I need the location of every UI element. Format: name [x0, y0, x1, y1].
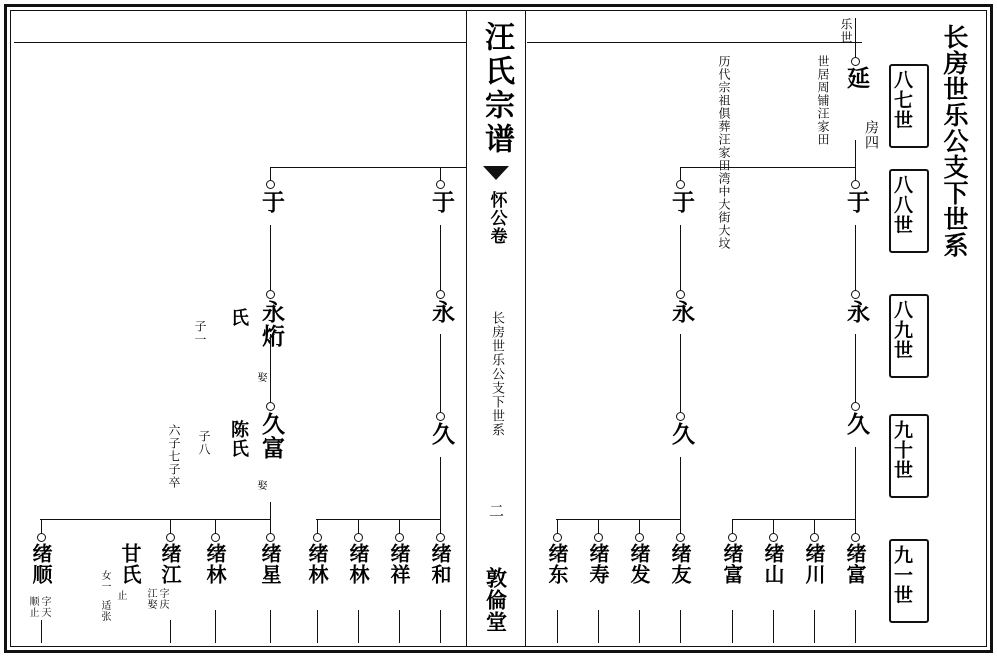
- stub-l6: [215, 610, 216, 643]
- line-left-gen91-r3: [358, 519, 359, 534]
- line-left-gen89-l-up: [270, 225, 271, 291]
- person-gen91-xufu[interactable]: 绪富: [720, 543, 744, 585]
- gen87-top-note: 乐世: [839, 18, 853, 44]
- stub-r7: [598, 610, 599, 643]
- node-left-gen89-yonghuang[interactable]: [266, 290, 275, 299]
- person-left-gen89-yonghuang[interactable]: 永烆: [258, 300, 285, 348]
- person-gen91-xufa[interactable]: 绪发: [627, 543, 651, 585]
- line-left-gen91-r4: [317, 519, 318, 534]
- node-left-gen88-yu-right[interactable]: [436, 180, 445, 189]
- book-title: 汪氏宗谱: [479, 21, 514, 157]
- node-gen91-xulin-c[interactable]: [211, 533, 220, 542]
- left-top-rule: [14, 42, 466, 43]
- line-yan-down: [855, 140, 856, 167]
- line-gen91-l3: [598, 519, 599, 534]
- stub-r2: [814, 610, 815, 643]
- line-gen87-up: [855, 18, 856, 58]
- line-gen90-r-up: [855, 334, 856, 402]
- gen90-marry-mark: 娶: [255, 480, 266, 491]
- gen91-xujiang-note-1: 江娶: [145, 588, 156, 610]
- person-gen91-xuhe[interactable]: 绪和: [428, 543, 452, 585]
- person-gen91-xujiang[interactable]: 绪江: [158, 543, 182, 585]
- gen89-children-note: 子一: [193, 320, 207, 346]
- line-left-gen91-l-down: [270, 502, 271, 519]
- line-gen91-r1: [855, 519, 856, 534]
- node-gen89-yong-left[interactable]: [676, 290, 685, 299]
- person-gen91-xushou[interactable]: 绪寿: [586, 543, 610, 585]
- line-gen89-l-up: [680, 225, 681, 291]
- person-left-gen88-yu-right[interactable]: 于: [428, 190, 455, 214]
- node-gen91-xuxiang[interactable]: [395, 533, 404, 542]
- line-gen91-l4: [557, 519, 558, 534]
- gen91-ganshi-note-2: 女一: [99, 570, 110, 592]
- line-gen91-r4: [732, 519, 733, 534]
- generation-badge-88[interactable]: 八八世: [889, 169, 929, 253]
- person-gen88-yu-right[interactable]: 于: [843, 190, 870, 214]
- gen91-xushun-note-2: 字天: [39, 596, 50, 618]
- line-left-gen90-l-up: [270, 334, 271, 402]
- gen89-marry-mark: 娶: [255, 372, 266, 383]
- stub-l4: [317, 610, 318, 643]
- gen87-side-note: 房四: [863, 120, 879, 150]
- node-gen87-yan[interactable]: [851, 57, 860, 66]
- line-gen91-l-bar: [556, 519, 681, 520]
- person-gen91-xuxiang[interactable]: 绪祥: [387, 543, 411, 585]
- generation-badge-90[interactable]: 九十世: [889, 414, 929, 498]
- stub-l1: [440, 610, 441, 643]
- stub-r5: [680, 610, 681, 643]
- node-left-gen90-jiufu[interactable]: [266, 402, 275, 411]
- node-gen91-xushan[interactable]: [769, 533, 778, 542]
- generation-badge-column: [889, 14, 931, 643]
- person-gen91-xudong[interactable]: 绪东: [545, 543, 569, 585]
- gen91-xushun-note-1: 顺止: [27, 596, 38, 618]
- line-left-gen91-l3: [170, 519, 171, 534]
- person-gen91-xulin-c[interactable]: 绪林: [203, 543, 227, 585]
- line-gen91-r3: [773, 519, 774, 534]
- line-gen88-branch: [680, 167, 856, 168]
- gen91-ganshi-note-1: 止: [115, 590, 126, 601]
- gen89-spouse-surname: 氏: [228, 308, 249, 327]
- node-gen91-xufu[interactable]: [728, 533, 737, 542]
- line-gen91-l1: [680, 519, 681, 534]
- line-left-gen91-l-bar: [40, 519, 271, 520]
- person-gen88-yu-left[interactable]: 于: [668, 190, 695, 214]
- person-gen91-xushan[interactable]: 绪山: [761, 543, 785, 585]
- node-gen91-xudong[interactable]: [553, 533, 562, 542]
- node-gen90-jiu-right[interactable]: [851, 402, 860, 411]
- line-left-gen91-r-down: [440, 457, 441, 519]
- line-gen91-l2: [639, 519, 640, 534]
- node-gen91-xushou[interactable]: [594, 533, 603, 542]
- node-gen89-yong-right[interactable]: [851, 290, 860, 299]
- node-gen91-xujiang[interactable]: [166, 533, 175, 542]
- node-gen91-xuchuan[interactable]: [810, 533, 819, 542]
- node-gen88-yu-left[interactable]: [676, 180, 685, 189]
- node-left-gen89-yong-right[interactable]: [436, 290, 445, 299]
- page-title: 长房世乐公支下世系: [940, 24, 969, 258]
- line-left-gen91-r-bar: [316, 519, 441, 520]
- gen91-ganshi-note-3: 适张: [99, 600, 110, 622]
- node-left-gen90-jiu-right[interactable]: [436, 412, 445, 421]
- line-left-gen91-r1: [440, 519, 441, 534]
- node-gen88-yu-right[interactable]: [851, 180, 860, 189]
- line-left-gen91-l5: [41, 519, 42, 534]
- node-gen91-xufa[interactable]: [635, 533, 644, 542]
- page-number: 二: [487, 503, 505, 519]
- generation-badge-87[interactable]: 八七世: [889, 64, 929, 148]
- stub-r1: [855, 610, 856, 643]
- stub-l5: [270, 610, 271, 643]
- gen91-xujiang-note-2: 字庆: [157, 588, 168, 610]
- right-top-rule: [527, 42, 862, 43]
- person-gen89-yong-right[interactable]: 永: [843, 300, 870, 324]
- person-left-gen88-yu-left[interactable]: 于: [258, 190, 285, 214]
- node-left-gen88-yu-left[interactable]: [266, 180, 275, 189]
- person-gen90-jiu-right[interactable]: 久: [843, 412, 870, 436]
- person-gen91-xuchuan[interactable]: 绪川: [802, 543, 826, 585]
- line-left-gen91-l2: [215, 519, 216, 534]
- node-gen91-xulin-b[interactable]: [313, 533, 322, 542]
- gen87-annotation-1: 世居周铺汪家田: [816, 55, 830, 146]
- person-gen91-xuxing[interactable]: 绪星: [258, 543, 282, 585]
- person-left-gen90-jiufu[interactable]: 久富: [258, 412, 285, 460]
- line-gen91-r2: [814, 519, 815, 534]
- gen90-spouse-surname: 陈氏: [228, 420, 249, 458]
- generation-badge-89[interactable]: 八九世: [889, 294, 929, 378]
- triangle-marker-icon: [483, 166, 509, 180]
- stub-l3: [358, 610, 359, 643]
- stub-r6: [639, 610, 640, 643]
- stub-l8: [41, 620, 42, 643]
- hall-name: 敦倫堂: [483, 567, 509, 633]
- line-left-gen88-r-up: [440, 167, 441, 181]
- line-left-gen91-l1: [270, 519, 271, 534]
- node-gen91-xuhe[interactable]: [436, 533, 445, 542]
- gen87-annotation-2: 历代宗祖俱葬汪家田湾中大街大坟: [717, 55, 731, 250]
- line-left-gen88-l-up: [270, 167, 271, 181]
- line-gen88-l-up: [680, 167, 681, 181]
- line-gen89-r-up: [855, 225, 856, 291]
- person-left-gen89-yong-right[interactable]: 永: [428, 300, 455, 324]
- volume-label: 怀公卷: [486, 191, 507, 245]
- stub-l7: [170, 620, 171, 643]
- line-gen91-r-down: [855, 447, 856, 519]
- stub-r3: [773, 610, 774, 643]
- line-left-gen91-r2: [399, 519, 400, 534]
- line-gen91-r-bar: [732, 519, 856, 520]
- node-gen91-xu[interactable]: [851, 533, 860, 542]
- stub-r8: [557, 610, 558, 643]
- line-left-gen90-r-up: [440, 334, 441, 412]
- person-gen91-xushun[interactable]: 绪顺: [29, 543, 53, 585]
- node-gen91-xulin-a[interactable]: [354, 533, 363, 542]
- line-left-gen88-bar: [270, 167, 466, 168]
- line-gen91-l-down: [680, 457, 681, 519]
- node-gen91-xushun[interactable]: [37, 533, 46, 542]
- book-spine: [466, 11, 526, 646]
- stub-r4: [732, 610, 733, 643]
- person-gen87-yan[interactable]: 延: [843, 66, 870, 90]
- stub-l2: [399, 610, 400, 643]
- person-gen91-xulin-a[interactable]: 绪林: [346, 543, 370, 585]
- person-gen91-xu-9[interactable]: 绪富: [843, 543, 867, 585]
- gen90-tail-note: 六子七子卒: [167, 424, 181, 489]
- person-gen90-jiu-left[interactable]: 久: [668, 422, 695, 446]
- node-gen91-xuyou[interactable]: [676, 533, 685, 542]
- gen90-children-note: 子八: [197, 430, 211, 456]
- node-gen90-jiu-left[interactable]: [676, 412, 685, 421]
- person-gen89-yong-left[interactable]: 永: [668, 300, 695, 324]
- line-gen90-l-up: [680, 334, 681, 412]
- person-left-gen90-jiu-right[interactable]: 久: [428, 422, 455, 446]
- person-gen91-xuyou[interactable]: 绪友: [668, 543, 692, 585]
- person-gen91-ganshi[interactable]: 甘氏: [118, 543, 142, 585]
- spine-subtitle: 长房世乐公支下世系: [489, 311, 504, 437]
- generation-badge-91[interactable]: 九一世: [889, 539, 929, 623]
- page-title-column: [935, 14, 983, 643]
- node-gen91-xuxing[interactable]: [266, 533, 275, 542]
- line-left-gen89-r-up: [440, 225, 441, 291]
- person-gen91-xulin-b[interactable]: 绪林: [305, 543, 329, 585]
- line-gen88-r-up: [855, 167, 856, 181]
